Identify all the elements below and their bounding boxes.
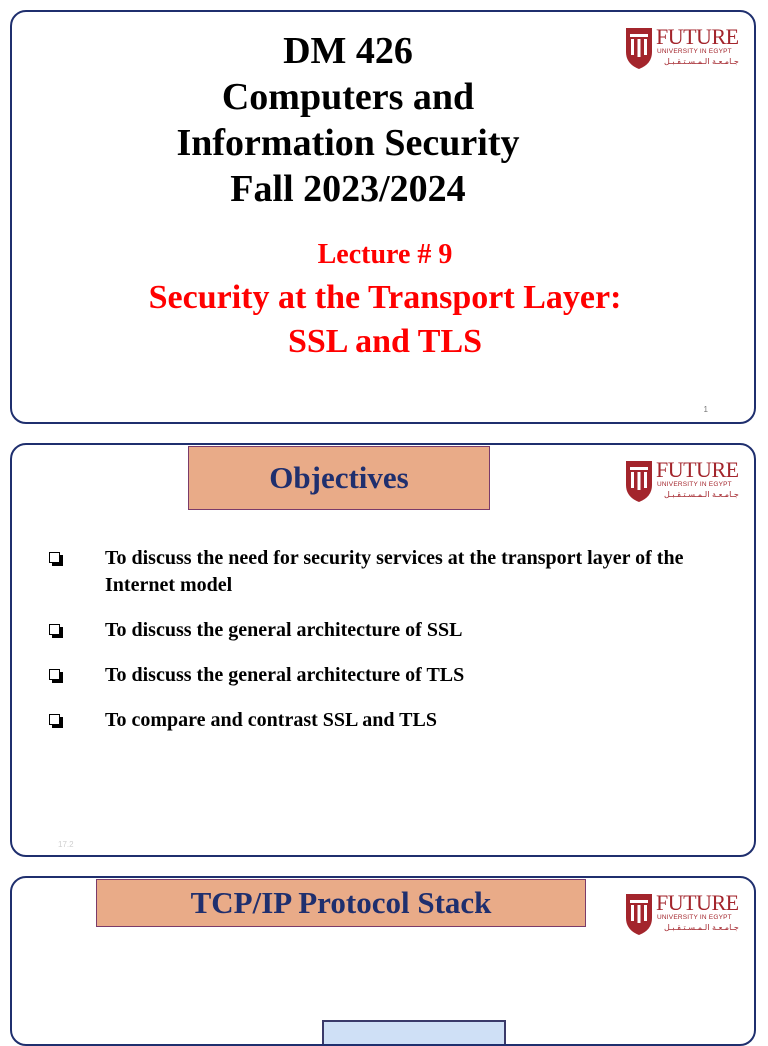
shield-icon bbox=[624, 892, 654, 936]
objective-text: To discuss the general architecture of SSL bbox=[105, 619, 463, 641]
objective-text: To discuss the need for security services at the transport layer of the Internet model bbox=[105, 547, 684, 596]
course-term: Fall 2023/2024 bbox=[230, 168, 466, 210]
lecture-title bbox=[12, 276, 756, 364]
course-name-line1: Computers and bbox=[221, 76, 475, 118]
checkbox-bullet-icon bbox=[49, 624, 60, 635]
logo-arabic: جـامـعـة الـمـسـتـقـبـل bbox=[664, 57, 739, 66]
checkbox-bullet-icon bbox=[49, 669, 60, 680]
lecture-title-line1: Security at the Transport Layer: bbox=[148, 279, 622, 316]
logo-subtitle: UNIVERSITY IN EGYPT bbox=[657, 914, 732, 921]
logo-wordmark: FUTURE bbox=[656, 24, 739, 49]
lecture-title-line2: SSL and TLS bbox=[287, 323, 483, 360]
course-name-line2: Information Security bbox=[176, 122, 520, 164]
checkbox-bullet-icon bbox=[49, 714, 60, 725]
logo-subtitle: UNIVERSITY IN EGYPT bbox=[657, 48, 732, 55]
checkbox-bullet-icon bbox=[49, 552, 60, 563]
logo-arabic: جـامـعـة الـمـسـتـقـبـل bbox=[664, 923, 739, 932]
university-logo bbox=[620, 892, 740, 956]
slide-header: Objectives bbox=[188, 446, 490, 510]
objective-text: To discuss the general architecture of TLS bbox=[105, 664, 465, 686]
course-code: DM 426 bbox=[283, 30, 413, 72]
university-logo bbox=[620, 459, 740, 523]
logo-subtitle: UNIVERSITY IN EGYPT bbox=[657, 481, 732, 488]
list-item bbox=[12, 662, 756, 689]
logo-wordmark: FUTURE bbox=[656, 457, 739, 482]
logo-wordmark: FUTURE bbox=[656, 890, 739, 915]
slide-number: 1 bbox=[703, 405, 708, 414]
slide-objectives bbox=[10, 443, 756, 857]
shield-icon bbox=[624, 459, 654, 503]
objectives-list bbox=[12, 545, 756, 752]
list-item bbox=[12, 617, 756, 644]
slide-header: TCP/IP Protocol Stack bbox=[96, 879, 586, 927]
list-item bbox=[12, 707, 756, 734]
lecture-number: Lecture # 9 bbox=[317, 239, 453, 270]
slide-tcpip-stack bbox=[10, 876, 756, 1046]
list-item bbox=[12, 545, 756, 599]
slide-title bbox=[10, 10, 756, 424]
course-title bbox=[12, 28, 684, 212]
slide-number: 17.2 bbox=[58, 840, 74, 849]
logo-arabic: جـامـعـة الـمـسـتـقـبـل bbox=[664, 490, 739, 499]
objective-text: To compare and contrast SSL and TLS bbox=[105, 709, 437, 731]
